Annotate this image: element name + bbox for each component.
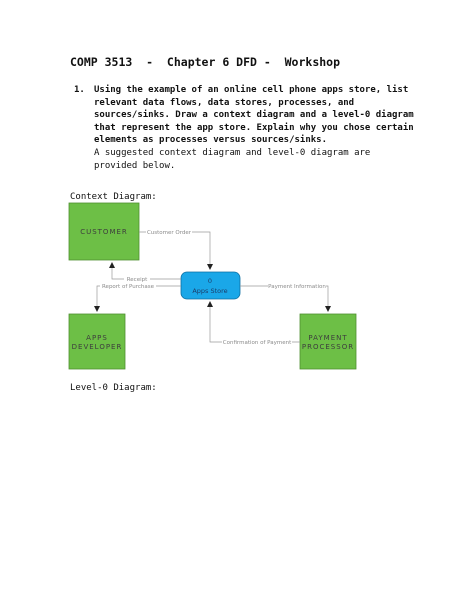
question-number: 1. [74,85,85,95]
page-title: COMP 3513 - Chapter 6 DFD - Workshop [70,55,341,69]
report-of-purchase-label: Report of Purchase [101,284,155,290]
flow-payment-information [240,283,328,312]
flow-customer-order [139,229,210,270]
developer-label-line2: DEVELOPER [71,343,123,351]
customer-label: CUSTOMER [80,228,128,236]
developer-label-line1: APPS [86,334,108,342]
entity-payment-processor [300,314,356,369]
confirmation-of-payment-label: Confirmation of Payment [222,340,292,346]
level0-diagram-label: Level-0 Diagram: [70,383,157,393]
receipt-label: Receipt [126,277,148,283]
context-diagram-label: Context Diagram: [70,192,157,202]
processor-label-line1: PAYMENT [308,334,348,342]
question-text: Using the example of an online cell phone apps store, list relevant data flows, data stores, processes, and sources/sinks. Draw a context diagram and a level-0 diagram that represent the app store. Explain why you chose certain elements as processes versus sources/sinks. [94,85,414,145]
confirmation-of-payment-line [210,302,300,342]
customer-order-line [139,232,210,269]
flow-receipt [112,263,181,283]
entity-customer [69,203,139,260]
process-name: Apps Store [192,287,228,295]
payment-information-label: Payment Information [268,284,326,290]
customer-order-label: Customer Order [146,230,192,236]
flow-confirmation-of-payment [210,302,300,346]
flow-report-of-purchase [97,283,181,312]
answer-text: A suggested context diagram and level-0 diagram are provided below. [94,148,371,171]
entity-apps-developer [69,314,125,369]
process-id: 0 [207,277,213,285]
processor-label-line2: PROCESSOR [301,343,355,351]
process-apps-store [181,272,240,299]
